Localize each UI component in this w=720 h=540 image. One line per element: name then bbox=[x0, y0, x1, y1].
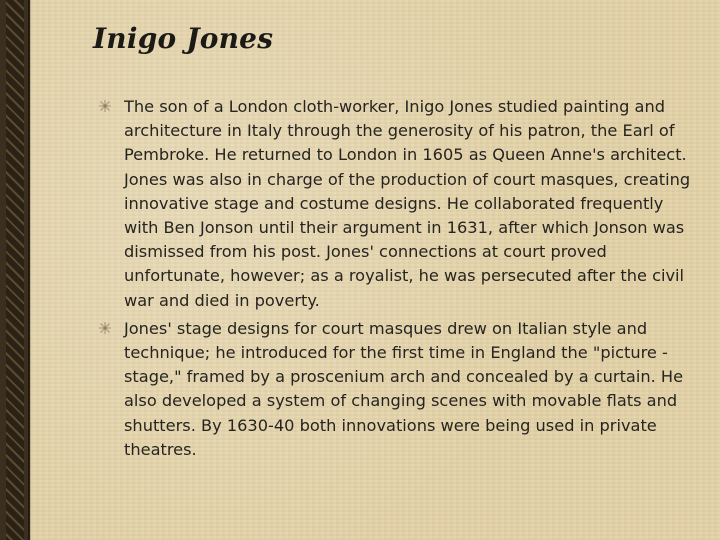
bullet-item bbox=[99, 317, 699, 462]
slide-content bbox=[99, 95, 699, 466]
binding-pattern bbox=[6, 0, 24, 540]
binding-shadow bbox=[28, 0, 31, 540]
bullet-item bbox=[99, 95, 699, 313]
bullet-text: Jones' stage designs for court masques drew on Italian style and technique; he introduced for the first time in England the "picture -stage," framed by a proscenium arch and concealed by a curtain. He also developed a system of changing scenes with movable flats and shutters. By 1630-40 both innovations were being used in private theatres. bbox=[124, 318, 684, 459]
bullet-text: The son of a London cloth-worker, Inigo Jones studied painting and architecture in Italy through the generosity of his patron, the Earl of Pembroke. He returned to London in 1605 as Queen Anne's architect. Jones was also in charge of the production of court masques, creating innovative stage and costume designs. He collaborated frequently with Ben Jonson until their argument in 1631, after which Jonson was dismissed from his post. Jones' connections at court proved unfortunate, however; as a royalist, he was persecuted after the civil war and died in poverty. bbox=[124, 97, 691, 310]
slide-title: Inigo Jones bbox=[93, 22, 274, 55]
left-binding-border bbox=[0, 0, 30, 540]
star-bullet-icon bbox=[99, 322, 111, 334]
star-bullet-icon bbox=[99, 100, 111, 112]
